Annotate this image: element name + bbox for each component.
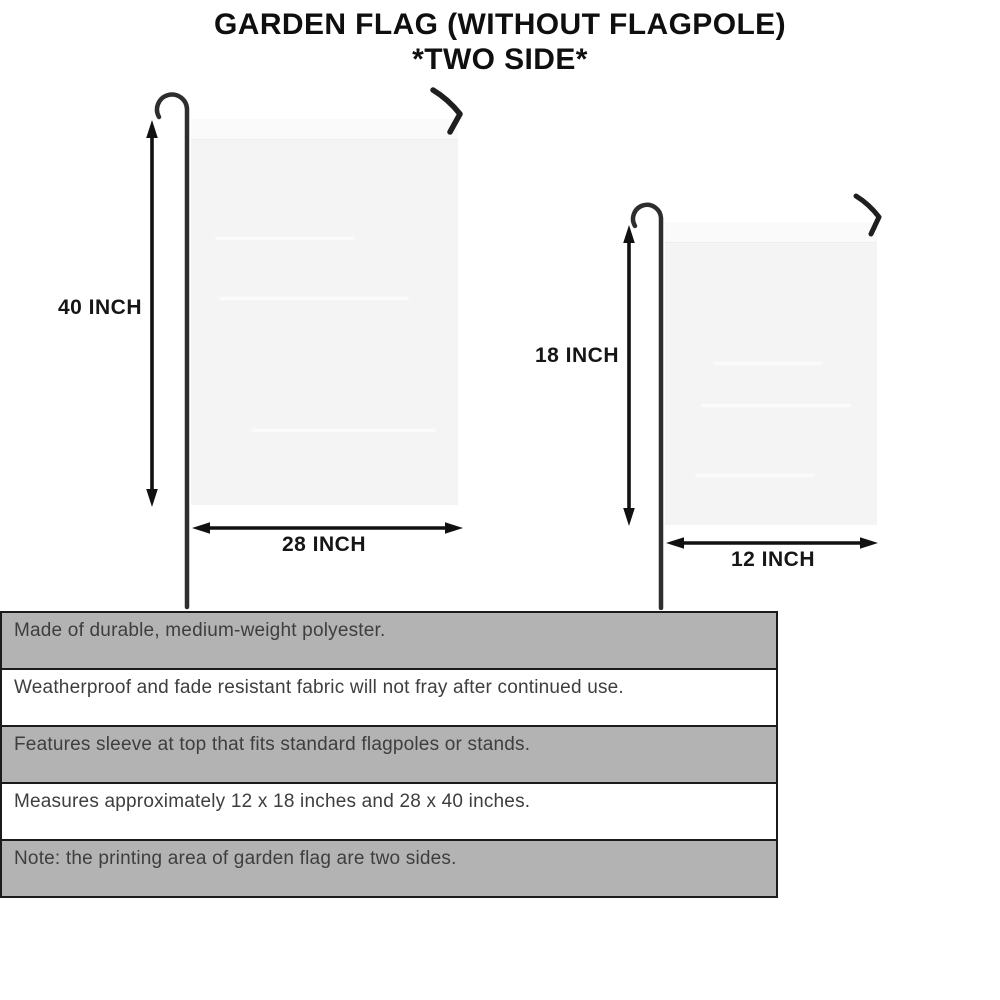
flag-sleeve (665, 222, 877, 243)
fabric-crease (701, 404, 851, 407)
hook-icon (850, 193, 890, 237)
table-row-text: Weatherproof and fade resistant fabric will not fray after continued use. (14, 677, 624, 698)
info-table (0, 611, 778, 898)
table-row-text: Features sleeve at top that fits standard flagpoles or stands. (14, 734, 531, 755)
large-flag-height-label: 40 INCH (57, 296, 143, 319)
fabric-crease (251, 429, 436, 432)
table-row-text: Made of durable, medium-weight polyester. (14, 620, 386, 641)
page-title-line1: GARDEN FLAG (WITHOUT FLAGPOLE) (214, 8, 786, 41)
page-title (0, 6, 1000, 76)
small-flag-height-label: 18 INCH (534, 344, 620, 367)
height-arrow-icon (621, 225, 637, 526)
flag-sleeve (191, 119, 458, 140)
hook-icon (426, 86, 472, 136)
fabric-crease (219, 297, 409, 300)
table-row-text: Measures approximately 12 x 18 inches and 28 x 40 inches. (14, 791, 531, 812)
fabric-crease (695, 474, 815, 477)
large-flag-canvas (191, 119, 458, 505)
fabric-crease (713, 362, 823, 365)
table-row (2, 613, 776, 670)
table-row-text: Note: the printing area of garden flag are two sides. (14, 848, 457, 869)
small-flag-canvas (665, 222, 877, 525)
large-flag-width-label: 28 INCH (281, 533, 367, 556)
table-row (2, 727, 776, 784)
table-row (2, 670, 776, 727)
small-flag-width-label: 12 INCH (730, 548, 816, 571)
page-title-line2: *TWO SIDE* (412, 43, 588, 76)
fabric-crease (215, 237, 355, 240)
table-row (2, 784, 776, 841)
table-row (2, 841, 776, 896)
